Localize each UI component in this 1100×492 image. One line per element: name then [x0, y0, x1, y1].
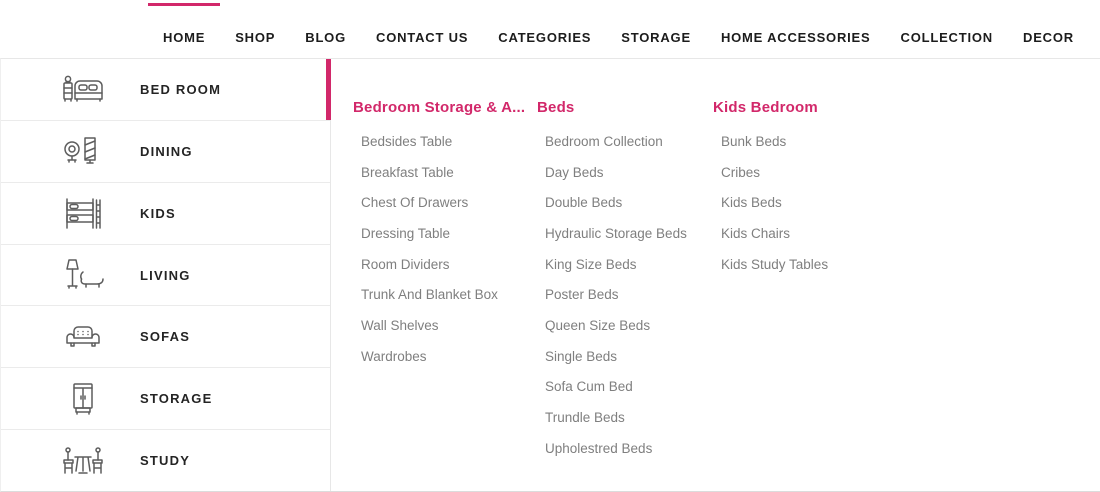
- sidebar-item-living[interactable]: [1, 245, 330, 307]
- nav-item-blog[interactable]: [290, 30, 361, 58]
- nav-label: BLOG: [305, 30, 347, 45]
- nav-label: CATEGORIES: [498, 30, 592, 45]
- sidebar-item-kids[interactable]: [1, 183, 330, 245]
- lamp-chaise-icon: [61, 256, 105, 294]
- sidebar-item-bed-room[interactable]: [1, 59, 330, 121]
- menu-item[interactable]: Chest Of Drawers: [361, 195, 469, 211]
- menu-item[interactable]: Bunk Beds: [721, 133, 787, 149]
- menu-column-beds: [537, 59, 687, 464]
- menu-item[interactable]: Upholestred Beds: [545, 440, 653, 456]
- active-tab-indicator: [148, 3, 220, 6]
- sidebar-item-study[interactable]: [1, 430, 330, 491]
- nav-label: DECOR: [1023, 30, 1074, 45]
- menu-item[interactable]: Kids Study Tables: [721, 256, 829, 272]
- dining-mirror-icon: [61, 132, 105, 170]
- menu-item[interactable]: Room Dividers: [361, 256, 450, 272]
- sidebar-item-label: BED ROOM: [140, 81, 222, 97]
- nav-item-categories[interactable]: [483, 30, 606, 58]
- menu-column-kids-bedroom: [713, 59, 828, 279]
- wardrobe-icon: [61, 380, 105, 418]
- mega-menu-dropdown: [0, 58, 1100, 492]
- nav-item-decor[interactable]: [1008, 30, 1089, 58]
- menu-column-title[interactable]: Kids Bedroom: [713, 99, 818, 116]
- category-sidebar: [1, 59, 331, 491]
- nav-label: CONTACT US: [376, 30, 469, 45]
- menu-column-title[interactable]: Bedroom Storage & A...: [353, 99, 526, 116]
- menu-item[interactable]: Bedsides Table: [361, 133, 453, 149]
- menu-item-list: [713, 126, 828, 279]
- menu-column-title[interactable]: Beds: [537, 99, 575, 116]
- menu-item[interactable]: Trunk And Blanket Box: [361, 287, 498, 303]
- top-nav: [148, 0, 1089, 58]
- nav-item-contact-us[interactable]: [361, 30, 483, 58]
- nav-label: HOME ACCESSORIES: [720, 30, 871, 45]
- menu-item[interactable]: Breakfast Table: [361, 164, 454, 180]
- menu-item[interactable]: Queen Size Beds: [545, 317, 651, 333]
- sidebar-item-label: DINING: [140, 143, 193, 159]
- menu-item-list: [537, 126, 687, 464]
- sidebar-item-storage[interactable]: [1, 368, 330, 430]
- nav-item-home[interactable]: [148, 30, 220, 58]
- sidebar-item-sofas[interactable]: [1, 306, 330, 368]
- sidebar-item-label: SOFAS: [140, 329, 191, 345]
- menu-item[interactable]: King Size Beds: [545, 256, 637, 272]
- menu-item[interactable]: Double Beds: [545, 195, 623, 211]
- menu-item-list: [353, 126, 525, 372]
- desk-chairs-icon: [61, 442, 105, 480]
- menu-item[interactable]: Kids Beds: [721, 195, 782, 211]
- nav-item-collection[interactable]: [886, 30, 1009, 58]
- sidebar-item-label: KIDS: [140, 205, 176, 221]
- nav-item-home-accessories[interactable]: [706, 30, 886, 58]
- menu-item[interactable]: Poster Beds: [545, 287, 619, 303]
- menu-item[interactable]: Sofa Cum Bed: [545, 379, 633, 395]
- nav-label: STORAGE: [621, 30, 691, 45]
- active-category-indicator: [326, 59, 331, 120]
- nav-item-shop[interactable]: [220, 30, 290, 58]
- nav-label: SHOP: [235, 30, 276, 45]
- sidebar-item-label: STUDY: [140, 453, 191, 469]
- nav-item-storage[interactable]: [606, 30, 706, 58]
- menu-item[interactable]: Hydraulic Storage Beds: [545, 225, 687, 241]
- menu-item[interactable]: Single Beds: [545, 348, 618, 364]
- nav-label: HOME: [163, 30, 206, 45]
- menu-item[interactable]: Day Beds: [545, 164, 604, 180]
- menu-item[interactable]: Dressing Table: [361, 225, 451, 241]
- menu-item[interactable]: Bedroom Collection: [545, 133, 663, 149]
- bunk-bed-icon: [61, 194, 105, 232]
- sidebar-item-label: LIVING: [140, 267, 191, 283]
- menu-item[interactable]: Wall Shelves: [361, 317, 439, 333]
- bed-icon: [61, 70, 105, 108]
- menu-item[interactable]: Cribes: [721, 164, 761, 180]
- sofa-icon: [61, 318, 105, 356]
- sidebar-item-label: STORAGE: [140, 391, 213, 407]
- menu-item[interactable]: Trundle Beds: [545, 410, 625, 426]
- nav-label: COLLECTION: [900, 30, 993, 45]
- menu-column-bedroom-storage: [353, 59, 525, 372]
- sidebar-item-dining[interactable]: [1, 121, 330, 183]
- menu-item[interactable]: Wardrobes: [361, 348, 427, 364]
- menu-item[interactable]: Kids Chairs: [721, 225, 791, 241]
